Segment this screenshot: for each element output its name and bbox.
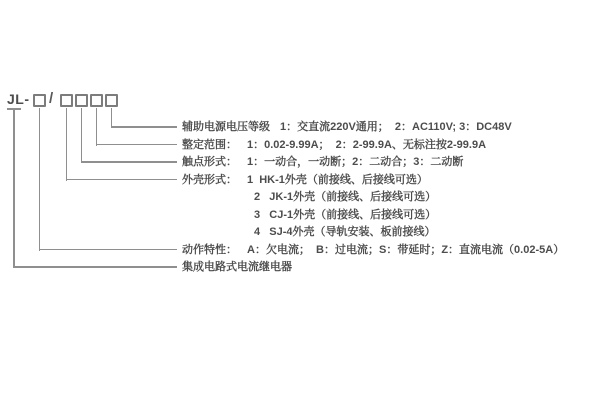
callout-contact-form-options: 1：一动合，一动断；2：二动合；3：二动断 [247, 156, 464, 168]
callout-case-type-option-2-text: 2 JK-1外壳（前接线、后接线可选） [254, 191, 437, 203]
connector-vertical-setting-range [96, 108, 98, 146]
callout-case-type-option-2 [254, 190, 436, 204]
connector-horizontal-setting-range [96, 144, 177, 146]
connector-horizontal-relay-type [13, 266, 177, 268]
model-digit-box-aux-voltage [105, 94, 118, 107]
model-digit-box-setting-range [90, 94, 103, 107]
callout-relay-type [182, 260, 292, 274]
model-digit-box-case [60, 94, 73, 107]
callout-case-type-label: 外壳形式： [182, 173, 237, 186]
connector-vertical-aux-voltage [111, 108, 113, 128]
connector-horizontal-characteristic [39, 249, 177, 251]
callout-contact-form [182, 155, 463, 169]
callout-characteristic-label: 动作特性： [182, 243, 237, 256]
callout-aux-voltage-label: 辅助电源电压等级 [182, 121, 270, 133]
callout-contact-form-label: 触点形式： [182, 156, 237, 168]
connector-vertical-relay-type [13, 109, 15, 268]
callout-characteristic [182, 243, 564, 257]
callout-characteristic-options: A：欠电流； B：过电流；S：带延时；Z：直流电流（0.02-5A） [247, 243, 565, 256]
connector-vertical-characteristic [39, 108, 41, 251]
model-digit-box-contact [75, 94, 88, 107]
callout-case-type-option-1: 1 HK-1外壳（前接线、后接线可选） [247, 173, 428, 186]
callout-case-type-option-3 [254, 208, 436, 222]
callout-setting-range [182, 138, 486, 152]
connector-vertical-case [66, 108, 68, 181]
connector-horizontal-contact [81, 161, 177, 163]
model-prefix-label: JL- [7, 91, 30, 107]
callout-case-type [182, 173, 428, 187]
callout-aux-voltage-options: 1：交直流220V通用； 2：AC110V; 3：DC48V [280, 121, 512, 133]
callout-setting-range-options: 1：0.02-9.99A； 2：2-99.9A、无标注按2-99.9A [247, 138, 487, 151]
connector-horizontal-case [66, 179, 177, 181]
connector-vertical-contact [81, 108, 83, 163]
model-digit-box-characteristic [33, 94, 46, 107]
callout-setting-range-label: 整定范围： [182, 138, 237, 151]
callout-case-type-option-3-text: 3 CJ-1外壳（前接线、后接线可选） [254, 208, 437, 221]
callout-aux-voltage [182, 120, 512, 134]
callout-relay-type-label: 集成电路式电流继电器 [182, 261, 292, 273]
callout-case-type-option-4 [254, 225, 436, 239]
callout-case-type-option-4-text: 4 SJ-4外壳（导轨安装、板前接线） [254, 226, 436, 238]
model-separator-slash: / [49, 90, 54, 107]
connector-horizontal-aux-voltage [111, 126, 177, 128]
